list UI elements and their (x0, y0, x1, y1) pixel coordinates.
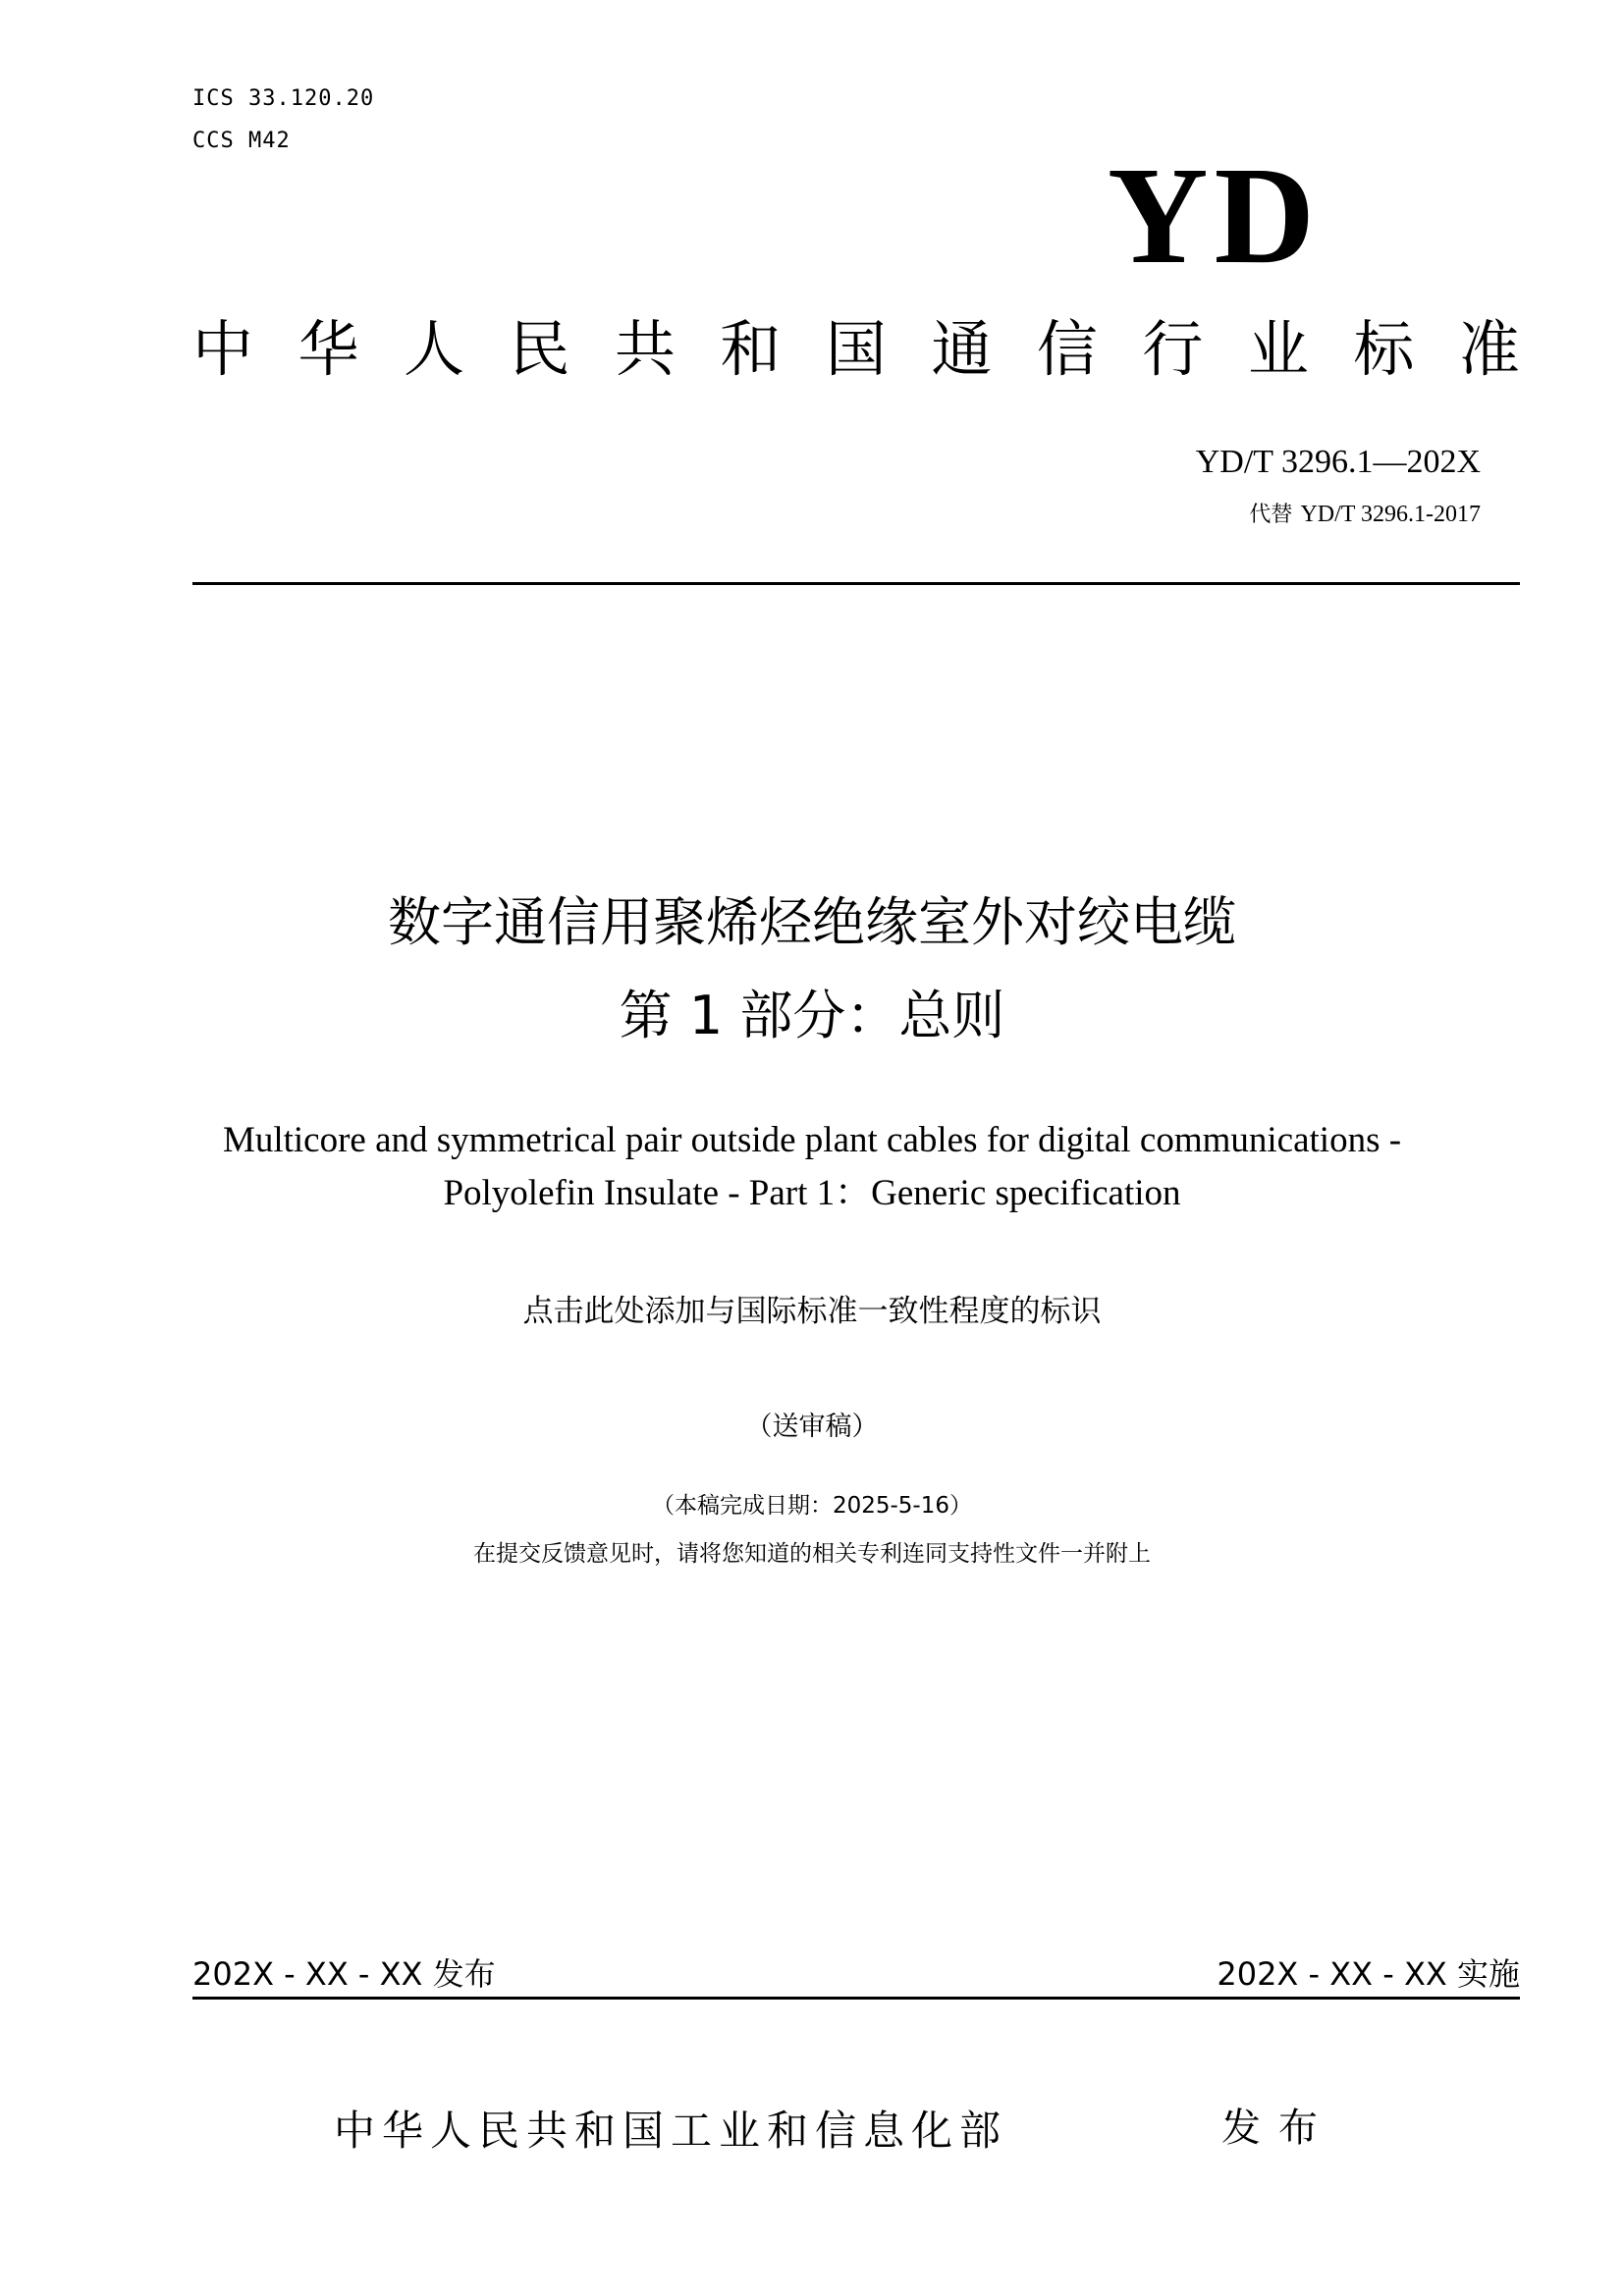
bottom-divider (192, 1997, 1520, 2000)
title-char: 标 (1353, 313, 1415, 385)
document-title-en-line1: Multicore and symmetrical pair outside plant cables for digital communications - (222, 1120, 1402, 1160)
issue-label: 发布 (1221, 2106, 1335, 2151)
title-char: 人 (403, 313, 464, 385)
document-title-en-line2: Polyolefin Insulate - Part 1：Generic specification (443, 1173, 1181, 1213)
replaces-standard (1249, 498, 1481, 528)
replaces-number: YD/T 3296.1-2017 (1300, 502, 1481, 527)
title-char: 民 (509, 313, 570, 385)
title-char: 通 (931, 313, 993, 385)
title-char: 和 (720, 313, 782, 385)
title-char: 国 (825, 313, 887, 385)
title-char: 业 (1247, 313, 1309, 385)
draft-stage: （送审稿） (745, 1412, 879, 1442)
implementation-date: 202X - XX - XX 实施 (1217, 1955, 1520, 1993)
ccs-code: CCS M42 (192, 129, 291, 153)
title-char: 华 (298, 313, 359, 385)
publish-date: 202X - XX - XX 发布 (192, 1955, 496, 1993)
yd-logo: YD (1108, 137, 1322, 293)
consistency-placeholder[interactable]: 点击此处添加与国际标准一致性程度的标识 (522, 1294, 1102, 1329)
issuing-authority: 中华人民共和国工业和信息化部 (334, 2107, 1008, 2155)
standard-number: YD/T 3296.1—202X (1195, 444, 1481, 480)
industry-standard-title (192, 313, 1520, 385)
document-title-cn-line2: 第 1 部分：总则 (619, 985, 1005, 1046)
top-divider (192, 582, 1520, 585)
title-char: 行 (1142, 313, 1204, 385)
title-char: 共 (614, 313, 676, 385)
replaces-prefix: 代替 (1249, 503, 1293, 527)
patent-note: 在提交反馈意见时，请将您知道的相关专利连同支持性文件一并附上 (473, 1541, 1151, 1567)
title-char: 信 (1036, 313, 1098, 385)
title-char: 中 (192, 313, 254, 385)
ics-code: ICS 33.120.20 (192, 86, 375, 111)
draft-completion-date: （本稿完成日期：2025-5-16） (651, 1493, 973, 1519)
title-char: 准 (1458, 313, 1520, 385)
document-title-cn-line1: 数字通信用聚烯烃绝缘室外对绞电缆 (388, 891, 1236, 953)
